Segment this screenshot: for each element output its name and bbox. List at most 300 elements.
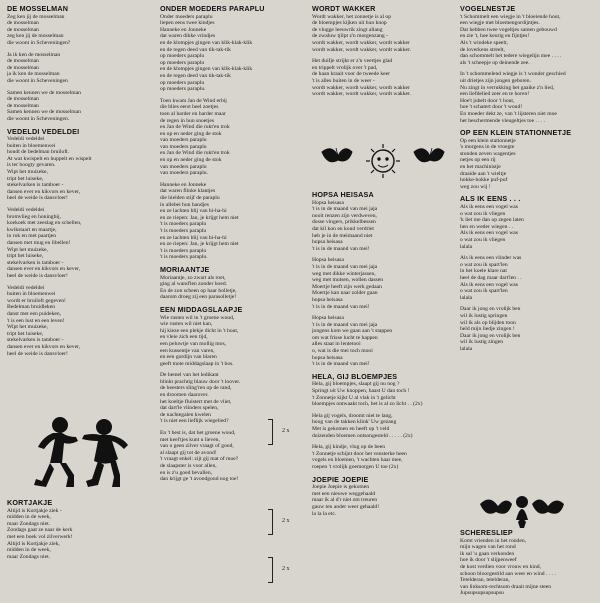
lyric-line: mijn wagen van het rond — [460, 544, 516, 551]
lyric-line: en vleie zich een tijd, — [160, 334, 208, 341]
column-1 — [7, 6, 147, 363]
stanza — [7, 285, 147, 358]
lyric-line: In 't schommelend wiegje is 't wonder geschied — [460, 71, 566, 78]
lyric-line: Moriaantje, zo zwart als roet, — [160, 274, 226, 281]
lyric-line: dan krijgt ge 't avondgoud nog toe! — [160, 476, 239, 483]
lyric-line: Toen kwam Jan de Wind erbij — [160, 97, 227, 104]
song-lyrics — [7, 136, 147, 357]
lyric-line: 't is in de maand van mei! — [312, 245, 370, 252]
lyric-line: wordt wakker, wordt wakker, wordt wakker. — [312, 91, 411, 98]
song-title: VEDELDI VEDELDEI — [7, 126, 80, 136]
lyric-line: dansen ever en kikvors en kever, — [7, 188, 81, 195]
lyric-line: die woont in Scheveningen — [7, 77, 68, 84]
lyric-line: Als ik eens een vogel was — [460, 230, 518, 237]
lyric-line: Jupsupsupsupsupsu — [460, 590, 504, 597]
lyric-line: al slaapt gij tot de avond! — [160, 449, 217, 456]
lyric-line: weg met mutsen, wollen dassen — [312, 277, 383, 284]
stanza — [160, 372, 298, 425]
lyric-line: Wie rusten wil in 't groene woud, — [160, 314, 235, 321]
lyric-line: die blies eerst heel zoetjes — [160, 104, 219, 111]
lyric-line: met een boek vol zilverwerk! — [7, 533, 73, 540]
stanza — [312, 14, 452, 54]
lyric-line: Moertje kan naar zolder gaan — [312, 290, 378, 297]
lyric-line: de haan kraait voor de tweede keer — [312, 71, 390, 78]
lyric-line: die woont in Scheveningen. — [7, 115, 70, 122]
lyric-line: nooit renzen zijn verdweven, — [312, 212, 377, 219]
lyric-line: Daar ik jong en vrolijk ben — [460, 306, 521, 313]
lyric-line: lalala — [460, 243, 473, 250]
lyric-line: dat waren flinke klantjes — [160, 188, 216, 195]
lyric-line: zeg ken jij de mosselman — [7, 33, 64, 40]
lyric-line: Wipt het muizeke, — [7, 324, 48, 331]
lyric-line: Dat hebben twee vogeltjes samen gebouwd — [460, 26, 557, 33]
lyric-line: tript het luiseke, — [7, 330, 44, 337]
lyric-line: houdt de bedelman bruiloft. — [7, 149, 70, 156]
lyric-line: die hielden stijf de paraplu — [160, 195, 220, 202]
song-title: EEN MIDDAGSLAAPJE — [160, 304, 243, 314]
song-title: HELA, GIJ BLOEMPJES — [312, 371, 398, 381]
lyric-line: schoon bloorgestild aan weer en wind . . . . — [460, 570, 556, 577]
lyric-line: o wat zou ik spart'len — [460, 261, 508, 268]
lyric-line: als 't scheepje op deinende zee. — [460, 59, 530, 66]
song-lyrics — [460, 204, 595, 352]
lyric-line: 't is in de maand van mei jaja — [312, 206, 378, 213]
lyric-line: op moeders paraplu. — [160, 86, 206, 93]
lyric-line: hoe 't schatert door 't woud! — [460, 104, 523, 111]
lyric-line: ik sal 'u gaan verkonden — [460, 550, 515, 557]
song-title: ALS IK EENS . . . — [460, 194, 521, 204]
lyric-line: de regen in hun snoetjes — [160, 117, 215, 124]
lyric-line: toen al harder en harder maar — [160, 110, 226, 117]
lyric-line: 'k liet me dan op zegen laten — [460, 217, 524, 224]
lyric-line: stekelvarken is tamboer - — [7, 259, 64, 266]
lyric-line: dat waren dikke vrindjes — [160, 33, 216, 40]
stanza — [160, 14, 298, 93]
stanza — [312, 444, 452, 470]
lyric-line: van moeders paraplu. — [160, 170, 208, 177]
song-title: SCHERESLIEP — [460, 528, 513, 537]
lyric-line: en de regen deed van tik-tak-tik — [160, 72, 231, 79]
lyric-line: 't is moeders paraplu — [160, 247, 207, 254]
lyric-line: duizenden bloemen ontsongesteld . . . . . (2x) — [312, 432, 413, 439]
lyric-line: op moeders paraplu — [160, 79, 205, 86]
repeat-bracket — [268, 557, 273, 583]
lyric-line: tript het luiseke, — [7, 253, 44, 260]
lyric-line: dansen ever en kikvors en kever, — [7, 266, 81, 273]
lyric-line: en de regen deed van tik-tak-tik — [160, 46, 231, 53]
lyric-line: Samen kennen we de mosselman — [7, 109, 81, 116]
song-title: JOEPIE JOEPIE — [312, 474, 369, 484]
lyric-line: midden in de week, — [7, 547, 51, 554]
lyric-line: het beschermende vleugeltjes toe . . . . — [460, 117, 546, 124]
song-de-mosselman — [7, 6, 147, 123]
lyric-line: 't is moeders paraplu — [160, 228, 207, 234]
lyric-line: de vlugge leeuwrik zingt allang — [312, 26, 383, 33]
lyric-line: van u geen zilver vraagt of goud, — [160, 443, 234, 450]
lyric-line: een kussentje van varen, — [160, 347, 215, 354]
lyric-line: en het machinistje — [460, 164, 501, 171]
song-joepie-joepie — [312, 474, 452, 518]
column-2 — [160, 6, 298, 489]
lyric-line: danst met een puideken, — [7, 310, 62, 317]
stanza — [312, 413, 452, 439]
lyric-line: lalala — [460, 345, 473, 352]
lyric-line: en is z'u goed bevallen, — [160, 469, 213, 476]
stanza — [460, 138, 595, 191]
lyric-line: in allebei hun handjes — [160, 201, 209, 208]
lyric-line: maar ik al d'r niet om treuren — [312, 497, 378, 504]
lyric-line: met keel'tjes kunt u lieven, — [160, 436, 220, 443]
lyric-line: Hopsa heisasa — [312, 199, 344, 206]
lyric-line: stonden zeven wagentjes — [460, 150, 516, 157]
lyric-line: jongens kom we gaan aan 't stappen — [312, 328, 393, 335]
lyric-line: 't is moeders paraplu. — [160, 254, 208, 261]
lyric-line: Op een klein stationnetje — [460, 137, 516, 144]
lyric-line: Met is gekomen en heeft op 't veld — [312, 426, 390, 432]
song-onder-moeders-paraplu — [160, 6, 298, 261]
lyric-line: 't is een lust en een leven! — [7, 317, 65, 324]
song-lyrics — [312, 14, 452, 98]
lyric-line: Springt uit Uw knoppen, haast U dan toch ! — [312, 388, 410, 395]
lyric-line: van linksom-rechtsom draait mijne steen — [460, 583, 552, 590]
lyric-line: en Jan de Wind die rukt'en trok — [160, 150, 230, 157]
lyric-line: bromvlieg en honingbij, — [7, 213, 61, 220]
lyric-line: de mosselman — [7, 102, 39, 109]
lyric-line: de kost verdien voor vrouw en kind, — [460, 563, 541, 570]
lyric-line: op moeders paraplu — [160, 59, 205, 66]
lyric-line: Wipt het muizeke, — [7, 169, 48, 176]
lyric-line: hopsa heisasa — [312, 354, 343, 361]
lyric-line: Vedeldi vedeldei — [7, 136, 45, 143]
lyric-line: een peluwtje van mollig mos, — [160, 340, 227, 347]
lyric-line: o wat zou ik vliegen — [460, 210, 506, 217]
lyric-line: gauw ten ander weer gehaald! — [312, 503, 380, 510]
lyric-line: weg zou wij ! — [460, 183, 491, 190]
column-4 — [460, 6, 595, 359]
lyric-line: en ze lachten blij van hi-ha-hi — [160, 208, 227, 215]
lyric-line: ging al wand'len zonder hoed. — [160, 281, 228, 288]
stanza — [460, 204, 595, 250]
lyric-line: wordt wakker, wordt wakker, wordt wakker. — [312, 46, 411, 53]
song-op-een-klein-stationnetje — [460, 130, 595, 190]
column-3-lower — [312, 192, 452, 523]
lyric-line: Vedeldi vedeldei — [7, 207, 45, 214]
lyric-line: uit drietjes zijn jongen geboren. — [460, 77, 531, 84]
lyric-line: Onder moeders paraplu — [160, 13, 213, 20]
repeat-bracket — [268, 509, 273, 535]
lyric-line: maar Zondags niet. — [7, 520, 51, 527]
lyric-line: Hela, gij kindje, vlug op de been — [312, 444, 386, 451]
lyric-line: 't is niet een lieflijk wiegelied? — [160, 418, 229, 425]
stanza — [7, 90, 147, 123]
lyric-line: is ter hoogty gevaren. — [7, 162, 56, 169]
lyric-line: Daar ik jong en vrolijk ben — [460, 332, 521, 339]
lyric-line: draaide aan 't wieltje — [460, 170, 507, 177]
lyric-line: held mijn liedje zingen ! — [460, 326, 515, 333]
song-vedeldi-vedeldei — [7, 126, 147, 358]
lyric-line: wie rusten wil niet kan, — [160, 321, 213, 328]
lyric-line: wordt er bruiloft gegeven! — [7, 297, 66, 304]
song-lyrics — [160, 275, 298, 301]
stanza — [312, 58, 452, 98]
stanza — [7, 508, 147, 561]
lyric-line: stekelvarken is tamboer - — [7, 182, 64, 189]
stanza — [160, 182, 298, 261]
lyric-line: Tetelderan, tetelderan, — [460, 577, 510, 584]
lyric-line: 't is in de maand van mei! — [312, 303, 370, 310]
lyric-line: heb je in de meimaand niet — [312, 232, 373, 239]
lyric-line: om wat frisse lucht te happen — [312, 334, 378, 341]
lyric-line: lalala — [460, 294, 473, 301]
lyric-line: en op en neder ging de stok — [160, 130, 222, 137]
song-lyrics — [460, 14, 595, 125]
lyric-line: Hanneke en Jonneke — [160, 26, 207, 33]
song-moriaantje — [160, 264, 298, 301]
lyric-line: de mosselman — [7, 96, 39, 103]
lyric-line: dosse vingers, prikkelbessen — [312, 219, 376, 226]
lyric-line: hen en weder wiegen . . — [460, 223, 513, 230]
lyric-line: maar Zondags niet. — [7, 553, 51, 560]
lyric-line: 't Zonnetje schijnt door het vensterke heen — [312, 450, 407, 457]
lyric-line: op moeders paraplu — [160, 53, 205, 60]
song-lyrics — [312, 484, 452, 517]
lyric-line: en Jan de Wind die rukt'en trok — [160, 124, 230, 131]
lyric-line: 't is alles buiten in de weer - — [312, 77, 375, 84]
dancing-children-silhouette — [28, 415, 138, 495]
song-title: WORDT WAKKER — [312, 4, 376, 13]
lyric-line: la la la etc. — [312, 510, 337, 517]
stanza — [160, 275, 298, 301]
lyric-line: liepen eens twee kindjes — [160, 20, 215, 27]
lyric-line: hij kieze een plekje dicht in 't hout, — [160, 327, 239, 334]
lyric-line: hokke-hokke puf-puf — [460, 177, 508, 184]
lyric-line: Ja ik ken de mosselman — [7, 51, 61, 58]
lyric-line: Moertje heeft zijn werk gedaan — [312, 283, 382, 290]
repeat-bracket — [268, 419, 273, 445]
lyric-line: en de klompjes gingen van klik-klak-klik — [160, 66, 253, 73]
song-lyrics — [460, 538, 595, 597]
song-lyrics — [460, 138, 595, 191]
lyric-line: die woont in Scheveningen? — [7, 39, 71, 46]
lyric-line: 't Schommelt een wiegje in 't bloeiende hout, — [460, 13, 561, 20]
song-scheresliep — [460, 530, 595, 597]
stanza — [312, 484, 452, 517]
song-title: HOPSA HEISASA — [312, 190, 374, 199]
lyric-line: en op en neder ging de stok — [160, 157, 222, 164]
lyric-line: dansen met mug en libellen! — [7, 240, 71, 246]
stanza — [7, 207, 147, 280]
lyric-line: o, wat is die mei toch mooi — [312, 348, 373, 355]
song-title: VOGELNESTJE — [460, 4, 516, 13]
stanza — [160, 430, 298, 483]
stanza — [312, 315, 452, 368]
lyric-line: van moeders paraplu — [160, 163, 207, 170]
lyric-line: en ze lachten blij van hi-ha-hi — [160, 234, 227, 241]
stanza — [460, 71, 595, 124]
lyric-line: Hoe't jubelt door 't hout, — [460, 97, 515, 104]
column-3 — [312, 6, 452, 104]
lyric-line: de mosselman — [7, 26, 39, 33]
stanza — [7, 136, 147, 202]
lyric-line: Het duifje strijkt er z'n veertjes glad — [312, 58, 393, 65]
stanza — [312, 200, 452, 253]
repeat-mark: 2 x — [282, 428, 290, 434]
song-wordt-wakker — [312, 6, 452, 98]
song-title: DE MOSSELMAN — [7, 4, 69, 13]
lyric-line: o wat zou ik vliegen — [460, 237, 506, 243]
lyric-line: Hela gij vogels, droomt niet te lang, — [312, 412, 393, 419]
lyric-line: en de klompjes gingen van klik-klak-klik — [160, 39, 253, 46]
lyric-line: Hela, gij bloempjes, slaapt gij nu nog ? — [312, 381, 400, 388]
stanza — [460, 14, 595, 67]
song-hela-gij-bloempjes — [312, 371, 452, 471]
lyric-line: 't is in de maand van mei jaja — [312, 263, 378, 270]
lyric-line: hopsa heisasa — [312, 239, 343, 246]
column-4-bottom — [460, 530, 595, 603]
lyric-line: wil ik lustig zingen — [460, 339, 504, 346]
song-title: MORIAANTJE — [160, 264, 210, 274]
lyric-line: de mosselman — [7, 20, 39, 27]
lyric-line: koekoek met zeeslag en schellen, — [7, 220, 82, 227]
lyric-line: de slaapster is voor allen, — [160, 463, 217, 469]
song-title: KORTJAKJE — [7, 498, 53, 507]
lyric-line: het koeltje fluistert met de vliet, — [160, 398, 232, 405]
lyric-line: kwikstaart en maartje, — [7, 226, 57, 233]
lyric-line: En moeder dekt ze, van 't lijsteren niet moe — [460, 110, 557, 117]
lyric-line: wil ik lustig springen — [460, 312, 508, 319]
lyric-line: bloempjes ontwaakt toch, het is al zo licht . . (2x) — [312, 401, 423, 408]
stanza — [160, 315, 298, 368]
lyric-line: Nu zingt in verrukking het gaaike z'n lied, — [460, 84, 555, 91]
lyric-line: wil ik als op blijden toon — [460, 319, 516, 326]
lyric-line: vogels en bloemen, 't wachten haar mee, — [312, 457, 403, 464]
lyric-line: dansen ever en kikvors en kever, — [7, 343, 81, 350]
lyric-line: Joepie Joepie is gekomen — [312, 484, 370, 491]
lyric-line: netjes op een rij — [460, 157, 496, 164]
lyric-line: 's morgens in de vroegte — [460, 144, 515, 151]
lyric-line: Hopsa heisasa — [312, 257, 344, 264]
stanza — [460, 255, 595, 301]
lyric-line: de zwaluw tjilpt z'n morgenzang - — [312, 33, 388, 40]
lyric-line: buiten in bloemenwei — [7, 142, 56, 149]
song-als-ik-eens — [460, 196, 595, 352]
lyric-line: en ze riepen: Jan, je krijgt hem niet — [160, 241, 239, 248]
lyric-line: heel de dag maar dart'len . . — [460, 274, 522, 281]
stanza — [460, 306, 595, 352]
lyric-line: en droomen daarover. — [160, 392, 209, 399]
lyric-line: hoe ik door 't slijpenweef — [460, 557, 517, 564]
lyric-line: en ze riepen: Jan, je krijgt hem niet — [160, 214, 239, 221]
lyric-line: een wiegje met bloemengordijntjes. — [460, 20, 540, 27]
song-vogelnestje — [460, 6, 595, 124]
lyric-line: geeft mote middagslaap in 't bos. — [160, 360, 234, 367]
lyric-line: Bedelman bruidleken — [7, 304, 55, 311]
lyric-line: 't vraagt enkel: zijt gij mat of moe? — [160, 456, 239, 463]
song-kortjakje — [7, 500, 147, 560]
lyric-line: en een gordijn van blaren — [160, 354, 217, 361]
lyric-line: hoog van de takken klink' Uw gezang — [312, 419, 397, 426]
lyric-line: 't is moeders paraplu — [160, 221, 207, 228]
lyric-line: 't is in de maand van mei! — [312, 361, 370, 368]
lyric-line: heel de weide is dansvloer! — [7, 195, 68, 202]
lyric-line: met een nieuwe weggehaald — [312, 490, 376, 497]
stanza — [7, 52, 147, 85]
lyric-line: in het koele klare nat — [460, 268, 507, 275]
lyric-line: Als ik eens een vogel was — [460, 281, 518, 288]
lyric-line: Zeg ken jij de mosselman — [7, 13, 65, 20]
song-lyrics — [7, 508, 147, 561]
stanza — [460, 538, 595, 597]
lyric-line: Komt vrienden in het ronden, — [460, 537, 527, 544]
lyric-line: stekelvarken is tamboer - — [7, 337, 64, 344]
repeat-mark: 2 x — [282, 566, 290, 572]
lyric-line: At wat kwispelt en huppelt en wispelt — [7, 155, 92, 162]
lyric-line: dat kil kon en koud verdriet — [312, 225, 374, 232]
lyric-line: ja ik ken de mosselman — [7, 71, 60, 78]
lyric-line: Samen kennen we de mosselman — [7, 89, 81, 96]
lyric-line: Altijd is Kortjakje ziek, — [7, 540, 60, 547]
lyric-line: en zie 't, hoe keurig en fijntjes! — [460, 33, 530, 40]
lyric-line: Als 't windeke speelt, — [460, 39, 508, 46]
stanza — [160, 98, 298, 177]
lyric-line: een liefdelied zeer en te horen! — [460, 91, 530, 98]
lyric-line: De hemel van het ledikant — [160, 372, 219, 379]
lyric-line: 't is in de maand van mei jaja — [312, 321, 378, 328]
lyric-line: van moeders paraplu — [160, 143, 207, 150]
song-een-middagslaapje — [160, 304, 298, 483]
lyric-line: heel de weide is dansvloer! — [7, 272, 68, 279]
lyric-line: heel de weide is dansvloer! — [7, 350, 68, 357]
lyric-line: alles staat in lentetooi — [312, 341, 361, 348]
lyric-line: de mosselman — [7, 64, 39, 71]
song-title: OP EEN KLEIN STATIONNETJE — [460, 128, 572, 138]
lyric-line: Wordt wakker, het zonnetje is al op — [312, 13, 392, 20]
lyric-line: Als ik eens een vlinder was — [460, 255, 522, 262]
lyric-line: van moeders paraplu — [160, 137, 207, 144]
lyric-line: 't Zonnetje kijkt U al vlak in 't gelicht — [312, 394, 396, 401]
song-lyrics — [312, 200, 452, 368]
lyric-line: de mosselman — [7, 58, 39, 65]
lyric-line: midden in de week, — [7, 514, 51, 521]
lyric-line: de nachtegalen kwelen — [160, 411, 211, 418]
song-title: ONDER MOEDERS PARAPLU — [160, 4, 265, 13]
lyric-line: Wipt het muizeke, — [7, 246, 48, 253]
lyric-line: roepen 't vrolijk goemorgen U toe (2x) — [312, 463, 399, 470]
lyric-line: wordt wakker, wordt wakker, wordt wakker — [312, 84, 410, 91]
repeat-mark: 2 x — [282, 518, 290, 524]
lyric-line: hopsa heisasa — [312, 296, 343, 303]
lyric-line: En 't best is, dat het groene woud, — [160, 430, 236, 437]
stanza — [312, 381, 452, 407]
lyric-line: o wat zou ik spart'len — [460, 288, 508, 295]
lyric-line: dan schommelt het tedere wiegelijn mee . . . . — [460, 53, 562, 60]
flower-butterflies-illustration — [478, 490, 568, 530]
lyric-line: daarom droeg zij een parasolletje! — [160, 294, 237, 301]
lyric-line: blinkt prachtig blauw door 't loover. — [160, 378, 241, 385]
lyric-line: En de zon scheen op haar bolletje, — [160, 287, 237, 294]
column-1-bottom — [7, 500, 147, 566]
song-lyrics — [160, 315, 298, 483]
lyric-line: in rok en met paartjen — [7, 233, 57, 240]
lyric-line: buiten in bloemenwei — [7, 291, 56, 298]
sun-butterflies-illustration — [318, 142, 448, 180]
lyric-line: wordt wakker, wordt wakker, wordt wakker — [312, 39, 410, 46]
lyric-line: de heesters sling'ren op de rand, — [160, 385, 232, 392]
song-lyrics — [160, 14, 298, 261]
lyric-line: de bloempjes kijken uit hun knop — [312, 20, 387, 27]
stanza — [7, 14, 147, 47]
song-hopsa-heisasa — [312, 192, 452, 368]
